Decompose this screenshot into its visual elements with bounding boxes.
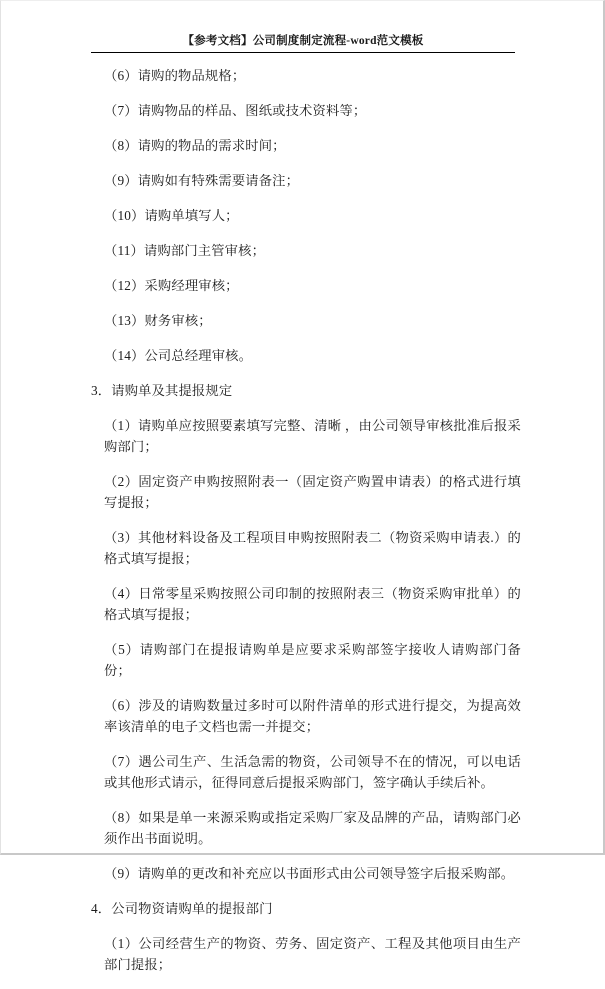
numbered-paragraph: （14）公司总经理审核。 <box>104 348 253 363</box>
numbered-paragraph: （1）请购单应按照要素填写完整、清晰 ，由公司领导审核批准后报采购部门； <box>104 418 521 454</box>
section-heading: 3．请购单及其提报规定 <box>91 383 233 398</box>
numbered-paragraph: （12）采购经理审核； <box>104 278 239 293</box>
numbered-paragraph: （5）请购部门在提报请购单是应要求采购部签字接收人请购部门备份； <box>104 642 521 678</box>
numbered-paragraph: （2）固定资产申购按照附表一（固定资产购置申请表）的格式进行填写提报； <box>104 474 521 510</box>
numbered-paragraph: （9）请购如有特殊需要请备注； <box>104 173 300 188</box>
numbered-paragraph: （13）财务审核； <box>104 313 212 328</box>
numbered-paragraph: （6）涉及的请购数量过多时可以附件清单的形式进行提交，为提高效率该清单的电子文档也需一并提交； <box>104 698 521 734</box>
document-body <box>91 65 521 989</box>
numbered-paragraph: （9）请购单的更改和补充应以书面形式由公司领导签字后报采购部。 <box>104 866 515 881</box>
numbered-paragraph: （6）请购的物品规格； <box>104 68 246 83</box>
numbered-paragraph: （7）遇公司生产、生活急需的物资，公司领导不在的情况，可以电话或其他形式请示，征得同意后提报采购部门，签字确认手续后补。 <box>104 754 521 790</box>
header-divider <box>91 52 515 53</box>
numbered-paragraph: （10）请购单填写人； <box>104 208 239 223</box>
numbered-paragraph: （4）日常零星采购按照公司印制的按照附表三（物资采购审批单）的格式填写提报； <box>104 586 521 622</box>
page-canvas <box>1 1 602 972</box>
section-heading: 4．公司物资请购单的提报部门 <box>91 901 273 916</box>
header-title: 【参考文档】公司制度制定流程-word范文模板 <box>182 35 424 47</box>
numbered-paragraph: （8）请购的物品的需求时间； <box>104 138 286 153</box>
numbered-paragraph: （3）其他材料设备及工程项目申购按照附表二（物资采购申请表.）的格式填写提报； <box>104 530 521 566</box>
numbered-paragraph: （8）如果是单一来源采购或指定采购厂家及品牌的产品，请购部门必须作出书面说明。 <box>104 810 521 846</box>
numbered-paragraph: （7）请购物品的样品、图纸或技术资料等； <box>104 103 367 118</box>
numbered-paragraph: （1）公司经营生产的物资、劳务、固定资产、工程及其他项目由生产部门提报； <box>104 936 521 972</box>
page-header <box>91 34 515 53</box>
numbered-paragraph: （11）请购部门主管审核； <box>104 243 266 258</box>
